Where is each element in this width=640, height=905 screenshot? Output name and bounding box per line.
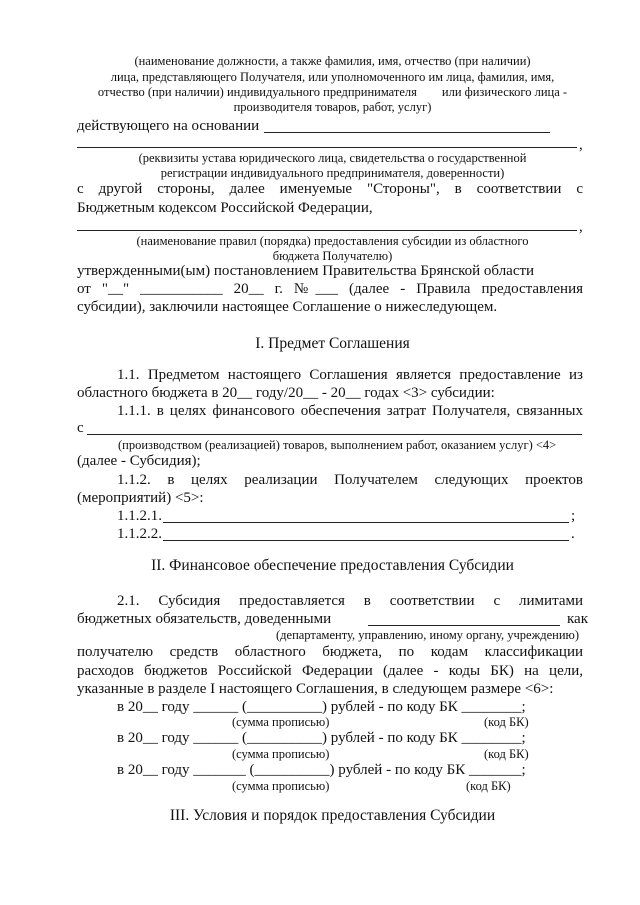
basis-comma: ,: [579, 137, 583, 153]
parties-note-1: (наименование правил (порядка) предоставления субсидии из областного: [136, 234, 529, 248]
header-note-line-4: производителя товаров, работ, услуг): [233, 100, 432, 114]
section-2-p21-line-4: расходов бюджетов Российской Федерации (далее - коды БК) на цели,: [77, 663, 583, 679]
header-note-line-1: (наименование должности, а также фамилия, имя, отчество (при наличии): [134, 54, 531, 68]
section-1-item-1-end: ;: [571, 508, 576, 524]
section-1-item-2: 1.1.2.2.: [117, 526, 162, 542]
section-1-p111: 1.1.1. в целях финансового обеспечения затрат Получателя, связанных: [117, 403, 583, 419]
parties-line-5: субсидии), заключили настоящее Соглашение о нижеследующем.: [77, 299, 498, 315]
section-3-title: III. Условия и порядок предоставления Субсидии: [169, 807, 496, 824]
budget-row-2-sum-note: (сумма прописью): [232, 747, 330, 761]
section-1-p111-end: (далее - Субсидия);: [77, 453, 201, 469]
section-2-p21-line-3: получателю средств областного бюджета, по кодам классификации: [77, 644, 583, 660]
section-1-item-2-end: .: [571, 526, 575, 542]
parties-line-3: утвержденными(ым) постановлением Правительства Брянской области: [77, 263, 535, 279]
section-1-item-2-blank: [163, 540, 569, 541]
budget-row-1-sum-note: (сумма прописью): [232, 715, 330, 729]
section-1-p111-note: (производством (реализацией) товаров, выполнением работ, оказанием услуг) <4>: [118, 438, 557, 452]
parties-blank-line: [77, 230, 577, 231]
parties-line-4: от "__" ___________ 20__ г. №___ (далее - Правила предоставления: [77, 281, 583, 297]
section-1-p1-line-2: областного бюджета в 20__ году/20__ - 20__ годах <3> субсидии:: [77, 385, 495, 401]
section-1-item-1-blank: [163, 522, 569, 523]
basis-note-1: (реквизиты устава юридического лица, свидетельства о государственной: [138, 151, 527, 165]
section-2-p21-line-2: бюджетных обязательств, доведенными: [77, 611, 332, 627]
section-2-p21-kak: как: [567, 611, 589, 627]
budget-row-3-sum-note: (сумма прописью): [232, 779, 330, 793]
basis-blank-line: [264, 132, 550, 133]
section-1-p112-line-2: (мероприятий) <5>:: [77, 490, 204, 506]
section-2-p21-blank: [368, 625, 560, 626]
parties-line-1: с другой стороны, далее именуемые "Стороны", в соответствии с: [77, 181, 583, 197]
section-2-p21-line-5: указанные в разделе I настоящего Соглашения, в следующем размере <6>:: [77, 681, 554, 697]
header-note-line-2: лица, представляющего Получателя, или уполномоченного им лица, фамилия, имя,: [110, 70, 555, 84]
basis-text: действующего на основании: [77, 118, 260, 134]
section-1-p111-blank-line: [87, 434, 582, 435]
section-1-p1-line-1: 1.1. Предметом настоящего Соглашения является предоставление из: [117, 367, 583, 383]
budget-row-2: в 20__ году ______ (__________) рублей - по коду БК ________;: [117, 730, 526, 746]
section-1-p111-c: с: [77, 420, 84, 436]
section-1-title: I. Предмет Соглашения: [255, 335, 410, 352]
budget-row-1-code-note: (код БК): [484, 715, 529, 729]
section-2-p21-note: (департаменту, управлению, иному органу, учреждению): [276, 628, 580, 642]
parties-line-2: Бюджетным кодексом Российской Федерации,: [77, 200, 373, 216]
parties-comma: ,: [579, 219, 583, 235]
section-1-p112-line-1: 1.1.2. в целях реализации Получателем следующих проектов: [117, 472, 583, 488]
budget-row-3-code-note: (код БК): [466, 779, 511, 793]
budget-row-2-code-note: (код БК): [484, 747, 529, 761]
basis-blank-line-2: [77, 147, 577, 148]
parties-note-2: бюджета Получателю): [272, 249, 393, 263]
budget-row-1: в 20__ году ______ (__________) рублей - по коду БК ________;: [117, 699, 526, 715]
section-2-title: II. Финансовое обеспечение предоставления Субсидии: [151, 557, 514, 574]
section-1-item-1: 1.1.2.1.: [117, 508, 162, 524]
budget-row-3: в 20__ году _______ (__________) рублей - по коду БК _______;: [117, 762, 526, 778]
section-2-p21-line-1: 2.1. Субсидия предоставляется в соответствии с лимитами: [117, 593, 583, 609]
basis-note-2: регистрации индивидуального предпринимателя, доверенности): [160, 166, 505, 180]
header-note-line-3: отчество (при наличии) индивидуального предпринимателя или физического лица -: [97, 85, 568, 99]
